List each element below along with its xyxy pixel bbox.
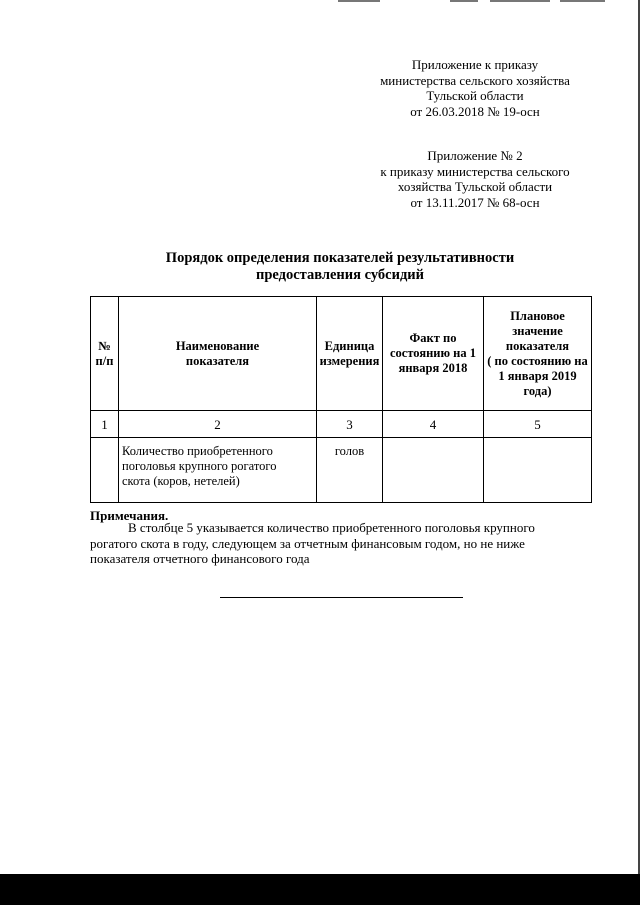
- column-number: 5: [484, 411, 592, 438]
- column-number-row: [91, 411, 592, 438]
- closing-divider: [220, 597, 463, 598]
- appendix-line: Тульской области: [426, 88, 524, 103]
- header-line: значение: [512, 323, 563, 338]
- header-fact: [383, 297, 484, 411]
- appendix-order-2017: [350, 148, 600, 210]
- header-line: показателя: [185, 353, 250, 368]
- row-plan: [484, 438, 592, 503]
- appendix-line: хозяйства Тульской области: [397, 179, 553, 194]
- column-number: 1: [91, 411, 119, 438]
- title-line: предоставления субсидий: [255, 267, 424, 283]
- table-header-row: [91, 297, 592, 411]
- header-plan: [484, 297, 592, 411]
- header-line: п/п: [95, 353, 114, 368]
- header-unit: [317, 297, 383, 411]
- name-line: скота (коров, нетелей): [122, 474, 240, 488]
- appendix-line: Приложение № 2: [427, 148, 523, 163]
- header-line: измерения: [319, 353, 380, 368]
- column-number: 2: [119, 411, 317, 438]
- header-line: показателя: [505, 338, 570, 353]
- header-line: Плановое: [510, 308, 565, 323]
- title-line: Порядок определения показателей результативности: [165, 250, 515, 266]
- header-line: Наименование: [175, 338, 260, 353]
- scan-bottom-border: [0, 874, 640, 905]
- row-unit: голов: [317, 438, 383, 503]
- appendix-line: от 26.03.2018 № 19-осн: [410, 103, 540, 119]
- row-fact: [383, 438, 484, 503]
- name-line: Количество приобретенного: [122, 444, 273, 458]
- header-num: [91, 297, 119, 411]
- column-number: 3: [317, 411, 383, 438]
- header-line: ( по состоянию на: [487, 353, 588, 368]
- header-line: №: [98, 338, 111, 353]
- name-line: поголовья крупного рогатого: [122, 459, 277, 473]
- scan-top-marks: [330, 0, 610, 3]
- appendix-line: от 13.11.2017 № 68-осн: [410, 194, 540, 210]
- header-line: Единица: [324, 338, 375, 353]
- document-title: [120, 250, 560, 284]
- header-line: года): [523, 383, 552, 398]
- notes-title: Примечания.: [90, 508, 169, 523]
- appendix-line: Приложение к приказу: [411, 57, 539, 72]
- header-line: состоянию на 1: [389, 346, 476, 360]
- appendix-line: министерства сельского хозяйства: [380, 72, 570, 88]
- indicators-table: [90, 296, 592, 503]
- header-line: января 2018: [398, 361, 468, 375]
- row-num: [91, 438, 119, 503]
- column-number: 4: [383, 411, 484, 438]
- notes-text: В столбце 5 указывается количество приобретенного поголовья крупного рогатого скота в году, следующем за отчетным финансовым годом, но не ниже показателя отчетного финансового года: [90, 520, 535, 566]
- header-name: [119, 297, 317, 411]
- header-line: Факт по: [409, 331, 457, 345]
- appendix-order-2018: [350, 57, 600, 119]
- appendix-line: к приказу министерства сельского: [380, 163, 570, 179]
- table-row: [91, 438, 592, 503]
- row-indicator-name: [119, 438, 317, 503]
- header-line: 1 января 2019: [498, 368, 577, 383]
